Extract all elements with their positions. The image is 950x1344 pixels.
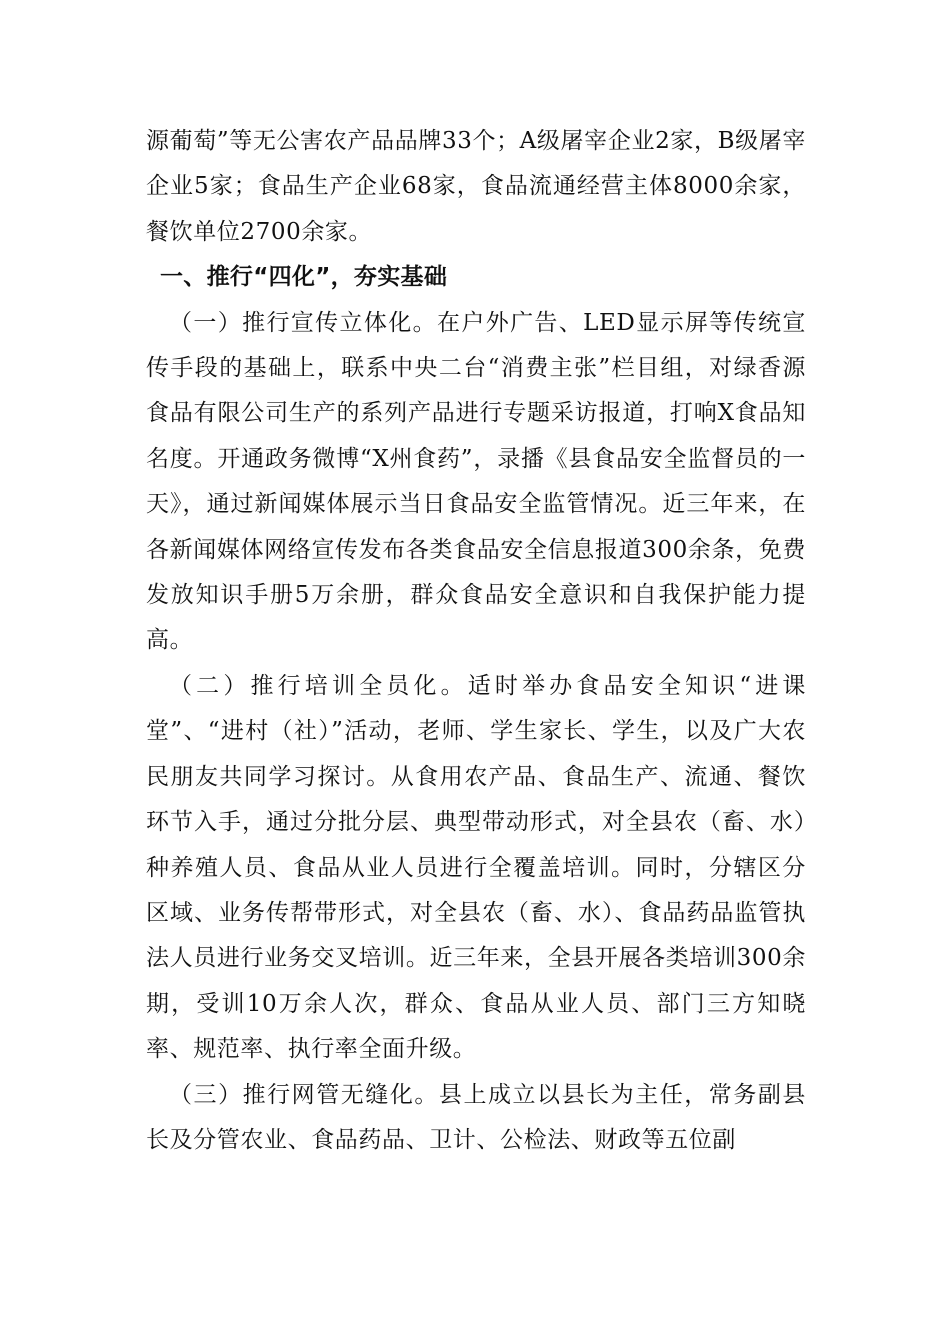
section-heading: 一、推行“四化”，夯实基础 — [160, 264, 448, 291]
paragraph-training — [146, 664, 806, 1073]
paragraph-text: 在户外广告、LED显示屏等传统宣传手段的基础上，联系中央二台“消费主张”栏目组，对绿香源食品有限公司生产的系列产品进行专题采访报道，打响X食品知名度。开通政务微博“X州食药”，录播《县食品安全监督员的一天》，通过新闻媒体展示当日食品安全监管情况。近三年来，在各新闻媒体网络宣传发布各类食品安全信息报道300余条，免费发放知识手册5万余册，群众食品安全意识和自我保护能力提高。 — [146, 309, 806, 654]
paragraph-publicity — [146, 301, 806, 664]
paragraph-lead: （二）推行培训全员化。 — [169, 672, 468, 699]
paragraph-text: 适时举办食品安全知识“进课堂”、“进村（社）”活动，老师、学生家长、学生，以及广大农民朋友共同学习探讨。从食用农产品、食品生产、流通、餐饮环节入手，通过分批分层、典型带动形式，对全县农（畜、水）种养殖人员、食品从业人员进行全覆盖培训。同时，分辖区分区域、业务传帮带形式，对全县农（畜、水）、食品药品监管执法人员进行业务交叉培训。近三年来，全县开展各类培训300余期，受训10万余人次，群众、食品从业人员、部门三方知晓率、规范率、执行率全面升级。 — [146, 672, 807, 1063]
paragraph-text: 县上成立以县长为主任，常务副县长及分管农业、食品药品、卫计、公检法、财政等五位副 — [146, 1081, 807, 1153]
paragraph-network — [146, 1073, 806, 1164]
paragraph-lead: （一）推行宣传立体化。 — [169, 309, 437, 336]
paragraph-lead: （三）推行网管无缝化。 — [169, 1081, 439, 1108]
intro-paragraph: 源葡萄”等无公害农产品品牌33个；A级屠宰企业2家，B级屠宰企业5家；食品生产企业68家，食品流通经营主体8000余家，餐饮单位2700余家。 — [146, 128, 806, 245]
document-body — [146, 119, 806, 1163]
